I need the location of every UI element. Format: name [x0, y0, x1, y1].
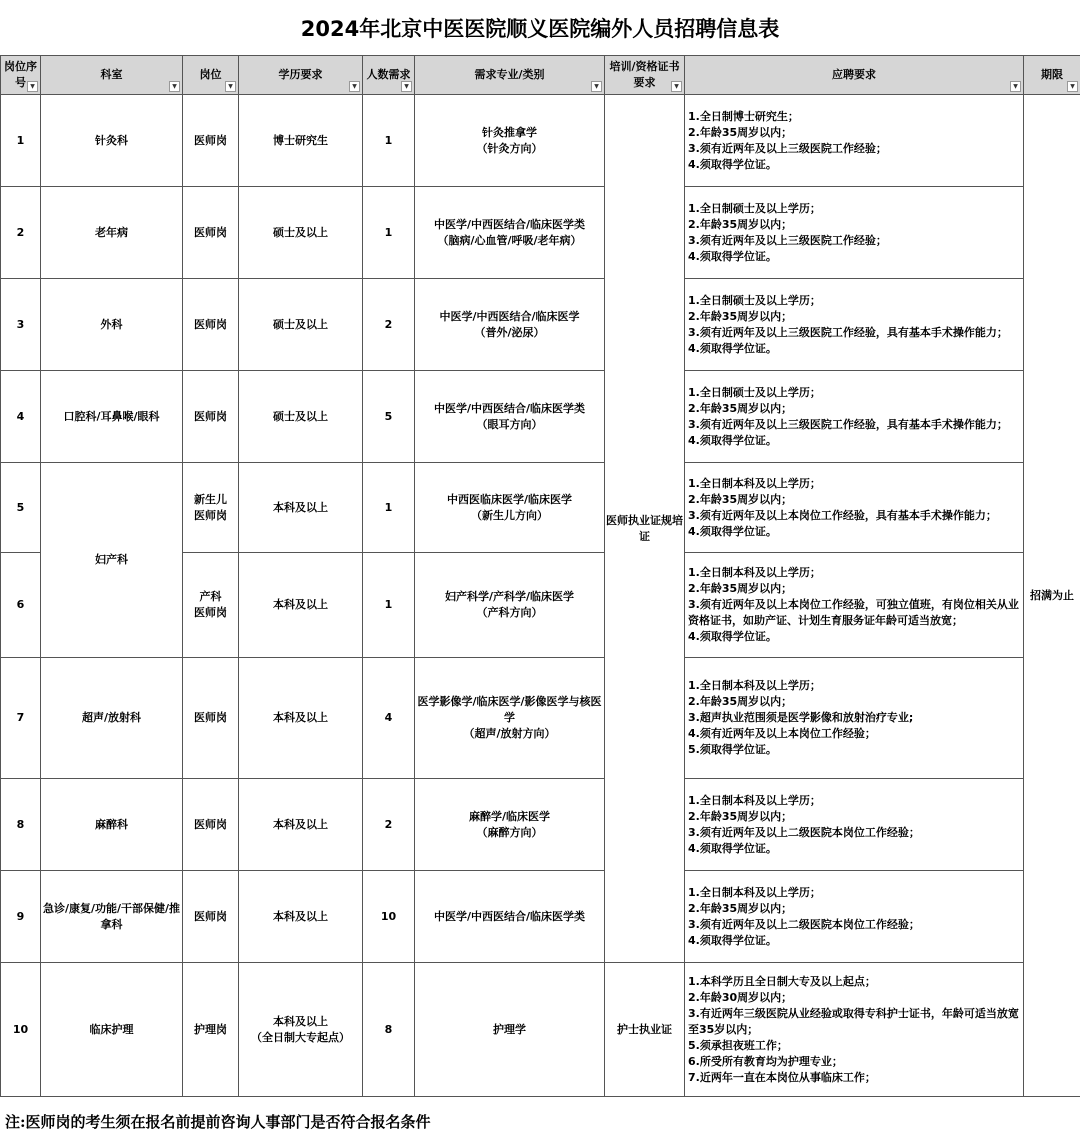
table-row: [1, 187, 1080, 279]
cell-req: 1.全日制本科及以上学历； 2.年龄35周岁以内； 3.超声执业范围须是医学影像和放射治疗专业; 4.须有近两年及以上本岗位工作经验； 5.须取得学位证。: [685, 658, 1024, 779]
cell-no: 9: [1, 871, 41, 963]
cell-no: 6: [1, 553, 41, 658]
filter-dropdown-icon: ▼: [225, 81, 236, 92]
cell-cert: 护士执业证: [605, 963, 685, 1097]
cell-edu: 本科及以上: [239, 871, 363, 963]
cell-edu: 本科及以上 （全日制大专起点）: [239, 963, 363, 1097]
table-row: [1, 871, 1080, 963]
cell-post: 医师岗: [183, 658, 239, 779]
cell-count: 2: [363, 279, 415, 371]
cell-edu: 硕士及以上: [239, 187, 363, 279]
cell-req: 1.全日制本科及以上学历； 2.年龄35周岁以内； 3.须有近两年及以上二级医院本岗位工作经验； 4.须取得学位证。: [685, 871, 1024, 963]
header-dept[interactable]: 科室 ▼: [41, 56, 183, 95]
filter-dropdown-icon: ▼: [1010, 81, 1021, 92]
cell-post: 医师岗: [183, 871, 239, 963]
cell-major: 中医学/中西医结合/临床医学类: [415, 871, 605, 963]
cell-post: 医师岗: [183, 779, 239, 871]
table-row: [1, 279, 1080, 371]
cell-major: 中医学/中西医结合/临床医学 （普外/泌尿）: [415, 279, 605, 371]
cell-no: 7: [1, 658, 41, 779]
cell-dept: 临床护理: [41, 963, 183, 1097]
cell-no: 5: [1, 463, 41, 553]
cell-post: 医师岗: [183, 95, 239, 187]
cell-post: 医师岗: [183, 279, 239, 371]
cell-count: 4: [363, 658, 415, 779]
cell-count: 1: [363, 553, 415, 658]
table-row: [1, 658, 1080, 779]
cell-cert: 医师执业证规培证: [605, 95, 685, 963]
cell-no: 1: [1, 95, 41, 187]
cell-dept: 针灸科: [41, 95, 183, 187]
table-row: [1, 463, 1080, 553]
footer-note: 注:医师岗的考生须在报名前提前咨询人事部门是否符合报名条件: [5, 1112, 431, 1131]
filter-dropdown-icon: ▼: [591, 81, 602, 92]
filter-dropdown-icon: ▼: [349, 81, 360, 92]
cell-req: 1.本科学历且全日制大专及以上起点； 2.年龄30周岁以内； 3.有近两年三级医院从业经验或取得专科护士证书，年龄可适当放宽至35岁以内； 5.须承担夜班工作； 6.所受所有教育均为护理专业； 7.近两年一直在本岗位从事临床工作；: [685, 963, 1024, 1097]
cell-no: 10: [1, 963, 41, 1097]
header-row: [1, 56, 1080, 95]
header-post[interactable]: 岗位 ▼: [183, 56, 239, 95]
filter-dropdown-icon: ▼: [671, 81, 682, 92]
cell-count: 1: [363, 95, 415, 187]
cell-no: 4: [1, 371, 41, 463]
cell-req: 1.全日制硕士及以上学历； 2.年龄35周岁以内； 3.须有近两年及以上三级医院工作经验，具有基本手术操作能力； 4.须取得学位证。: [685, 371, 1024, 463]
table-row: [1, 779, 1080, 871]
cell-post: 护理岗: [183, 963, 239, 1097]
cell-dept: 老年病: [41, 187, 183, 279]
cell-edu: 博士研究生: [239, 95, 363, 187]
cell-count: 5: [363, 371, 415, 463]
cell-dept: 口腔科/耳鼻喉/眼科: [41, 371, 183, 463]
cell-major: 麻醉学/临床医学 （麻醉方向）: [415, 779, 605, 871]
cell-count: 1: [363, 187, 415, 279]
cell-post: 产科 医师岗: [183, 553, 239, 658]
cell-term: 招满为止: [1024, 95, 1080, 1097]
cell-req: 1.全日制本科及以上学历； 2.年龄35周岁以内； 3.须有近两年及以上本岗位工作经验，具有基本手术操作能力； 4.须取得学位证。: [685, 463, 1024, 553]
cell-count: 8: [363, 963, 415, 1097]
page-title: 2024年北京中医医院顺义医院编外人员招聘信息表: [300, 16, 780, 41]
cell-edu: 本科及以上: [239, 463, 363, 553]
header-major[interactable]: 需求专业/类别 ▼: [415, 56, 605, 95]
cell-dept: 妇产科: [41, 463, 183, 658]
filter-dropdown-icon: ▼: [401, 81, 412, 92]
header-cert[interactable]: 培训/资格证书要求 ▼: [605, 56, 685, 95]
cell-dept: 外科: [41, 279, 183, 371]
header-req[interactable]: 应聘要求 ▼: [685, 56, 1024, 95]
cell-major: 针灸推拿学 （针灸方向）: [415, 95, 605, 187]
cell-edu: 本科及以上: [239, 553, 363, 658]
cell-no: 2: [1, 187, 41, 279]
filter-dropdown-icon: ▼: [169, 81, 180, 92]
cell-edu: 硕士及以上: [239, 371, 363, 463]
cell-post: 新生儿 医师岗: [183, 463, 239, 553]
cell-dept: 超声/放射科: [41, 658, 183, 779]
cell-dept: 急诊/康复/功能/干部保健/推拿科: [41, 871, 183, 963]
table-row: [1, 371, 1080, 463]
cell-major: 妇产科学/产科学/临床医学 （产科方向）: [415, 553, 605, 658]
cell-count: 1: [363, 463, 415, 553]
table-row: [1, 95, 1080, 187]
cell-dept: 麻醉科: [41, 779, 183, 871]
cell-major: 中西医临床医学/临床医学 （新生儿方向）: [415, 463, 605, 553]
cell-post: 医师岗: [183, 371, 239, 463]
cell-req: 1.全日制本科及以上学历； 2.年龄35周岁以内； 3.须有近两年及以上二级医院本岗位工作经验； 4.须取得学位证。: [685, 779, 1024, 871]
cell-edu: 硕士及以上: [239, 279, 363, 371]
cell-req: 1.全日制硕士及以上学历； 2.年龄35周岁以内； 3.须有近两年及以上三级医院工作经验； 4.须取得学位证。: [685, 187, 1024, 279]
table-row: [1, 963, 1080, 1097]
header-no[interactable]: 岗位序号 ▼: [1, 56, 41, 95]
header-term[interactable]: 期限 ▼: [1024, 56, 1080, 95]
cell-edu: 本科及以上: [239, 779, 363, 871]
cell-major: 护理学: [415, 963, 605, 1097]
cell-edu: 本科及以上: [239, 658, 363, 779]
header-edu[interactable]: 学历要求 ▼: [239, 56, 363, 95]
filter-dropdown-icon: ▼: [27, 81, 38, 92]
cell-major: 中医学/中西医结合/临床医学类 （眼耳方向）: [415, 371, 605, 463]
header-count[interactable]: 人数需求 ▼: [363, 56, 415, 95]
cell-no: 3: [1, 279, 41, 371]
cell-count: 2: [363, 779, 415, 871]
cell-req: 1.全日制硕士及以上学历； 2.年龄35周岁以内； 3.须有近两年及以上三级医院工作经验，具有基本手术操作能力； 4.须取得学位证。: [685, 279, 1024, 371]
recruitment-table: [0, 55, 1080, 1097]
cell-major: 中医学/中西医结合/临床医学类 （脑病/心血管/呼吸/老年病）: [415, 187, 605, 279]
cell-post: 医师岗: [183, 187, 239, 279]
cell-req: 1.全日制本科及以上学历； 2.年龄35周岁以内； 3.须有近两年及以上本岗位工作经验，可独立值班，有岗位相关从业资格证书，如助产证、计划生育服务证年龄可适当放宽； 4.须取得学位证。: [685, 553, 1024, 658]
cell-count: 10: [363, 871, 415, 963]
cell-major: 医学影像学/临床医学/影像医学与核医学 （超声/放射方向）: [415, 658, 605, 779]
filter-dropdown-icon: ▼: [1067, 81, 1078, 92]
cell-req: 1.全日制博士研究生； 2.年龄35周岁以内； 3.须有近两年及以上三级医院工作经验； 4.须取得学位证。: [685, 95, 1024, 187]
cell-no: 8: [1, 779, 41, 871]
